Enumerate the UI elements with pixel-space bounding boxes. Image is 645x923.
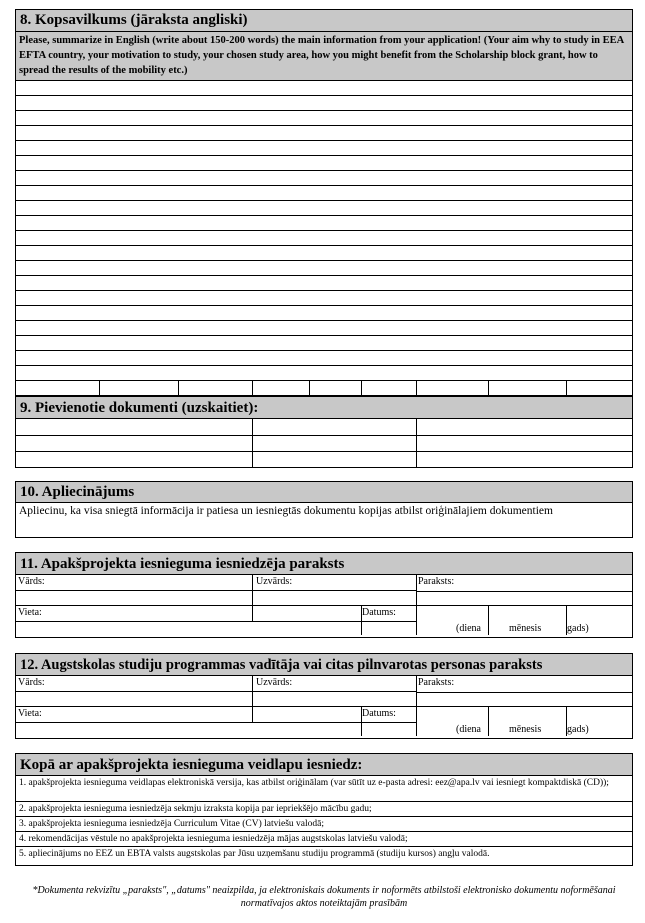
month-label: mēnesis	[509, 724, 542, 735]
last-name-label: Uzvārds:	[256, 576, 293, 587]
last-name-field[interactable]	[253, 691, 416, 706]
day-label: (diena	[456, 724, 481, 735]
attached-documents-table[interactable]	[16, 419, 632, 467]
section-11-title: 11. Apakšprojekta iesnieguma iesniedzēja paraksts	[16, 553, 632, 575]
list-item: 2. apakšprojekta iesnieguma iesniedzēja sekmju izraksta kopija par iepriekšējo mācību gadu;	[16, 802, 632, 817]
submit-with-title: Kopā ar apakšprojekta iesnieguma veidlapu iesniedz:	[16, 754, 632, 776]
supervisor-signature-grid	[16, 676, 632, 738]
first-name-field[interactable]	[16, 691, 252, 706]
section-12-title: 12. Augstskolas studiju programmas vadītāja vai citas pilnvarotas personas paraksts	[16, 654, 632, 676]
date-label: Datums:	[362, 708, 396, 719]
submit-with-section	[15, 753, 633, 866]
list-item: 3. apakšprojekta iesnieguma iesniedzēja Curriculum Vitae (CV) latviešu valodā;	[16, 817, 632, 832]
day-label: (diena	[456, 623, 481, 634]
section-8-title: 8. Kopsavilkums (jāraksta angliski)	[16, 10, 632, 32]
year-label: gads)	[567, 623, 589, 634]
section-12	[15, 653, 633, 739]
section-9	[15, 396, 633, 468]
section-8	[15, 9, 633, 396]
place-label: Vieta:	[18, 708, 42, 719]
list-item: 1. apakšprojekta iesnieguma veidlapas elektroniskā versija, kas atbilst oriģinālam (var sūtīt uz e-pasta adresi: eez@apa.lv vai iesniegt kompaktdiskā (CD));	[16, 776, 632, 802]
date-label: Datums:	[362, 607, 396, 618]
section-10-title: 10. Apliecinājums	[16, 482, 632, 503]
footnote: *Dokumenta rekvizītu „paraksts", „datums" neaizpilda, ja elektroniskais dokuments ir noformēts atbilstoši elektronisko dokumentu noformēšanai normatīvajos aktos noteiktajām prasībām	[32, 885, 616, 909]
year-label: gads)	[567, 724, 589, 735]
section-11	[15, 552, 633, 638]
last-name-field[interactable]	[253, 590, 416, 605]
section-9-title: 9. Pievienotie dokumenti (uzskaitiet):	[16, 397, 632, 419]
applicant-signature-grid	[16, 575, 632, 637]
section-8-instruction: Please, summarize in English (write about 150-200 words) the main information from your application! (Your aim why to study in EEA EFTA country, your motivation to study, your chosen study area, how you might benefit from the Scholarship block grant, how to spread the results of the mobility etc.)	[16, 32, 632, 81]
summary-writing-area[interactable]	[16, 81, 632, 395]
first-name-label: Vārds:	[18, 677, 45, 688]
signature-label: Paraksts:	[418, 677, 455, 688]
month-label: mēnesis	[509, 623, 542, 634]
first-name-label: Vārds:	[18, 576, 45, 587]
list-item: 4. rekomendācijas vēstule no apakšprojekta iesnieguma iesniedzēja mājas augstskolas latviešu valodā;	[16, 832, 632, 847]
place-field[interactable]	[16, 621, 361, 636]
place-field[interactable]	[16, 722, 361, 737]
section-10-statement: Apliecinu, ka visa sniegtā informācija ir patiesa un iesniegtās dokumentu kopijas atbilst oriģinālajiem dokumentiem	[19, 505, 553, 517]
last-name-label: Uzvārds:	[256, 677, 293, 688]
first-name-field[interactable]	[16, 590, 252, 605]
section-10	[15, 481, 633, 538]
place-label: Vieta:	[18, 607, 42, 618]
list-item: 5. apliecinājums no EEZ un EBTA valsts augstskolas par Jūsu uzņemšanu studiju programmā (studiju kursos) angļu valodā.	[19, 849, 490, 859]
signature-label: Paraksts:	[418, 576, 455, 587]
